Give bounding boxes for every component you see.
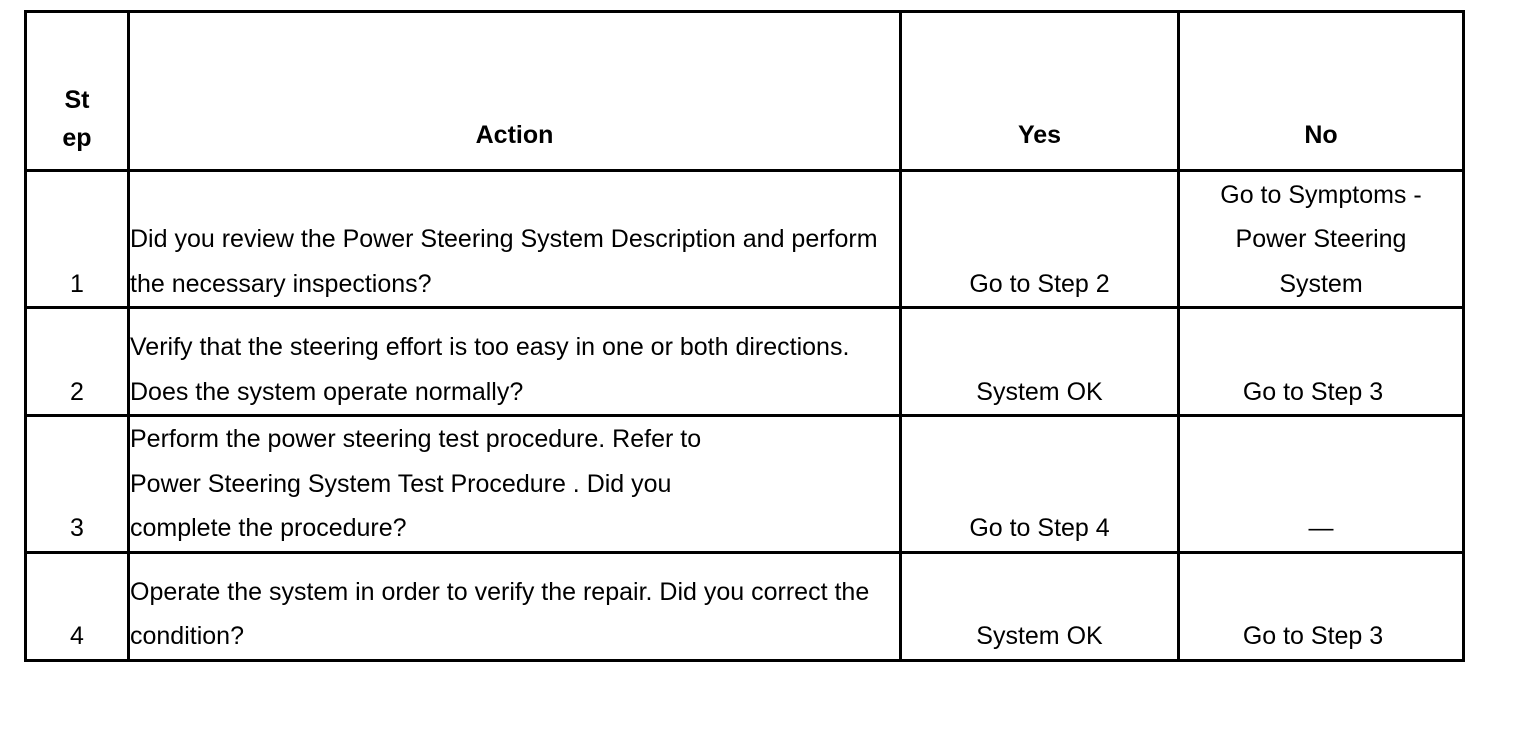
action-text: Verify that the steering effort is too easy in one or both directions. Does the system operate normally? bbox=[129, 308, 901, 416]
diagnostic-table bbox=[24, 10, 1465, 662]
header-step bbox=[26, 12, 129, 171]
header-no: No bbox=[1179, 12, 1464, 171]
table-row bbox=[26, 416, 1464, 553]
step-number: 2 bbox=[26, 308, 129, 416]
step-number: 1 bbox=[26, 171, 129, 308]
table-row bbox=[26, 552, 1464, 660]
header-yes: Yes bbox=[901, 12, 1179, 171]
header-step-line1: St bbox=[64, 86, 90, 114]
yes-result: System OK bbox=[901, 552, 1179, 660]
step-number: 4 bbox=[26, 552, 129, 660]
yes-result: Go to Step 2 bbox=[901, 171, 1179, 308]
step-number: 3 bbox=[26, 416, 129, 553]
action-text: Operate the system in order to verify the repair. Did you correct the condition? bbox=[129, 552, 901, 660]
no-result: Go to Step 3 bbox=[1179, 552, 1464, 660]
header-row bbox=[26, 12, 1464, 171]
header-action: Action bbox=[129, 12, 901, 171]
no-result: Go to Symptoms - Power Steering System bbox=[1179, 171, 1464, 308]
table-row bbox=[26, 171, 1464, 308]
header-step-line2: ep bbox=[62, 124, 92, 152]
yes-result: Go to Step 4 bbox=[901, 416, 1179, 553]
action-text: Perform the power steering test procedure. Refer to Power Steering System Test Procedure . Did you complete the procedure? bbox=[129, 416, 901, 553]
no-result: Go to Step 3 bbox=[1179, 308, 1464, 416]
action-text: Did you review the Power Steering System Description and perform the necessary inspections? bbox=[129, 171, 901, 308]
no-result: — bbox=[1179, 416, 1464, 553]
table-row bbox=[26, 308, 1464, 416]
yes-result: System OK bbox=[901, 308, 1179, 416]
